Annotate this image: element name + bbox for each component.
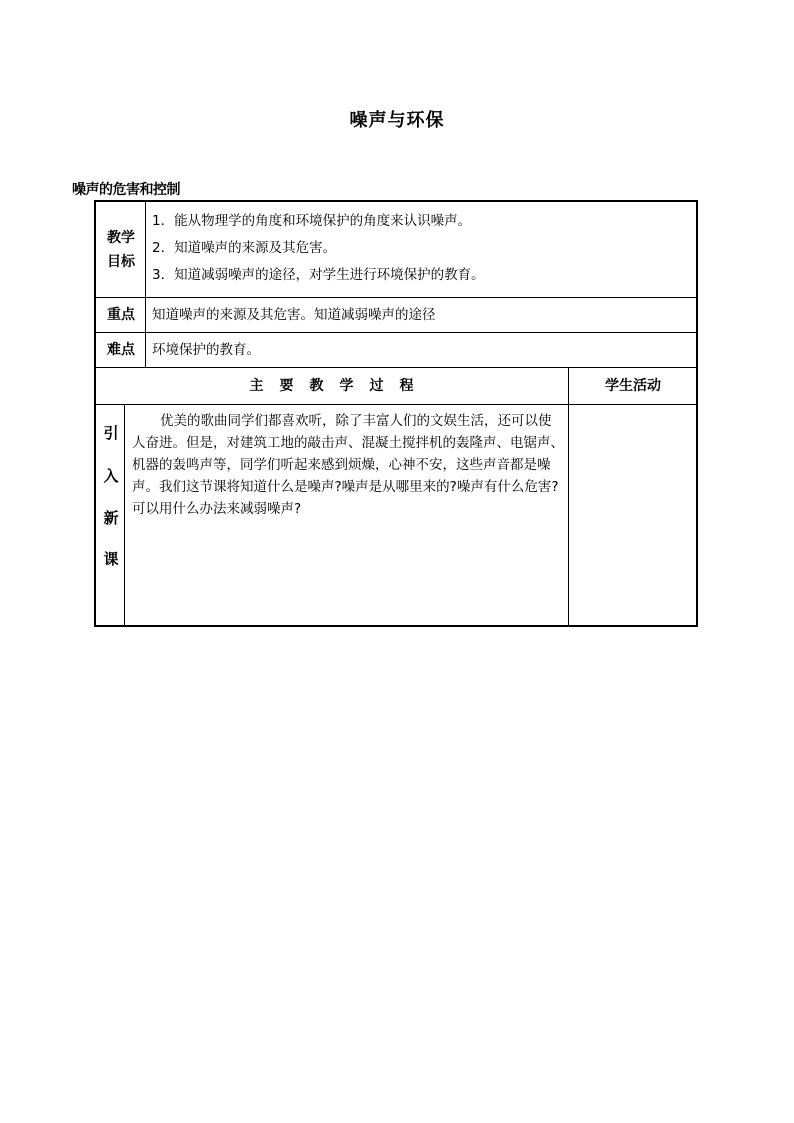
objective-item: 1．能从物理学的角度和环境保护的角度来认识噪声。 bbox=[152, 213, 472, 229]
intro-label-char: 入 bbox=[103, 467, 119, 485]
row-divider bbox=[96, 404, 697, 405]
objectives-label: 教学 目标 bbox=[107, 230, 135, 270]
column-divider bbox=[568, 368, 569, 626]
column-divider bbox=[145, 201, 146, 367]
row-divider bbox=[96, 297, 697, 298]
intro-label-char: 课 bbox=[103, 550, 119, 568]
objective-item: 2．知道噪声的来源及其危害。 bbox=[152, 240, 337, 256]
objectives-list bbox=[152, 208, 692, 289]
section-heading: 噪声的危害和控制 bbox=[72, 182, 180, 198]
key-point-label: 重点 bbox=[107, 307, 135, 323]
intro-label-char: 新 bbox=[103, 509, 119, 527]
student-activity-cell bbox=[570, 406, 696, 625]
row-divider bbox=[96, 332, 697, 333]
difficulty-text: 环境保护的教育。 bbox=[152, 342, 260, 358]
document-title: 噪声与环保 bbox=[349, 110, 445, 131]
intro-paragraph: 优美的歌曲同学们都喜欢听，除了丰富人们的文娱生活，还可以使人奋进。但是，对建筑工地的敲击声、混凝土搅拌机的轰隆声、电锯声、机器的轰鸣声等，同学们听起来感到烦燥，心神不安，这些声音都是噪声。我们这节课将知道什么是噪声?噪声是从哪里来的?噪声有什么危害?可以用什么办法来减弱噪声? bbox=[132, 413, 564, 517]
difficulty-label: 难点 bbox=[107, 342, 135, 358]
row-divider bbox=[96, 367, 697, 368]
objective-item: 3．知道减弱噪声的途径，对学生进行环境保护的教育。 bbox=[152, 267, 485, 283]
key-point-text: 知道噪声的来源及其危害。知道减弱噪声的途径 bbox=[152, 307, 436, 323]
column-divider bbox=[124, 405, 125, 626]
process-header: 主 要 教 学 过 程 bbox=[249, 378, 415, 394]
intro-label-char: 引 bbox=[103, 424, 119, 442]
student-activity-header: 学生活动 bbox=[605, 378, 661, 394]
